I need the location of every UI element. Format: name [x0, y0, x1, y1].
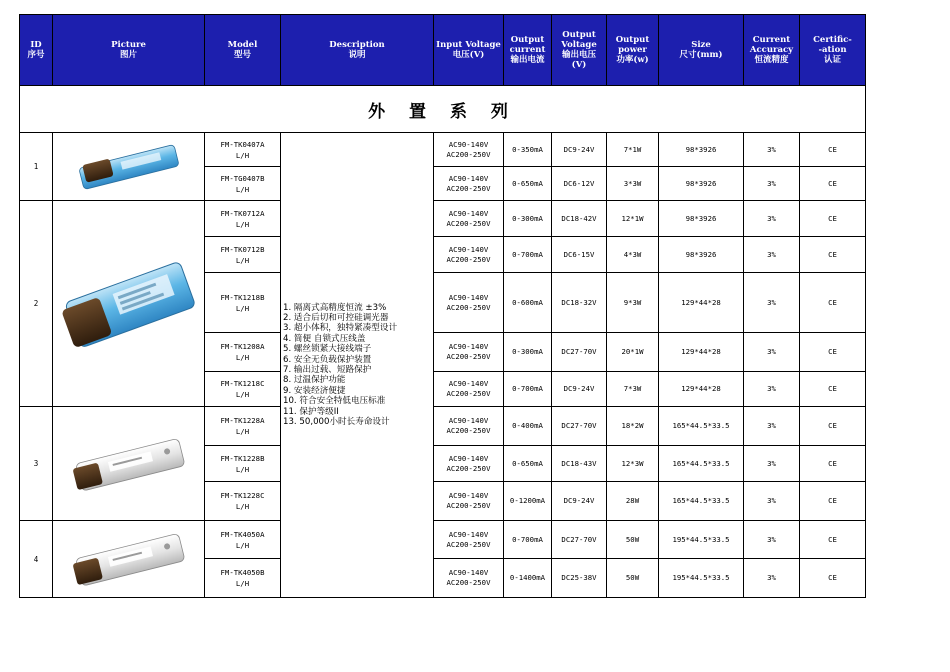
model-cell: FM-TK0712B L/H [205, 237, 281, 273]
input-voltage-cell: AC90-140V AC200-250V [434, 133, 504, 167]
output-current-cell: 0-400mA [504, 407, 552, 446]
certification-cell: CE [800, 237, 866, 273]
description-line: 6. 安全无负载保护装置 [283, 354, 372, 365]
size-cell: 165*44.5*33.5 [659, 407, 744, 446]
table-row [20, 133, 866, 167]
header-size: Size 尺寸(mm) [659, 15, 744, 86]
accuracy-cell: 3% [744, 167, 800, 201]
header-description: Description 说明 [281, 15, 434, 86]
accuracy-cell: 3% [744, 237, 800, 273]
output-current-cell: 0-650mA [504, 446, 552, 482]
output-current-cell: 0-700mA [504, 521, 552, 559]
accuracy-cell: 3% [744, 333, 800, 372]
input-voltage-cell: AC90-140V AC200-250V [434, 167, 504, 201]
size-cell: 165*44.5*33.5 [659, 482, 744, 521]
description-line: 5. 螺丝锁紧大接线端子 [283, 344, 372, 355]
output-power-cell: 50W [607, 521, 659, 559]
header-output-current: Output current 输出电流 [504, 15, 552, 86]
input-voltage-cell: AC90-140V AC200-250V [434, 333, 504, 372]
output-current-cell: 0-300mA [504, 333, 552, 372]
product-image [53, 521, 205, 598]
output-voltage-cell: DC25-38V [552, 559, 607, 598]
output-voltage-cell: DC9-24V [552, 133, 607, 167]
output-power-cell: 7*1W [607, 133, 659, 167]
output-current-cell: 0-350mA [504, 133, 552, 167]
accuracy-cell: 3% [744, 133, 800, 167]
model-cell: FM-TK1228B L/H [205, 446, 281, 482]
output-voltage-cell: DC18-32V [552, 273, 607, 333]
header-output-power: Output power 功率(w) [607, 15, 659, 86]
header-row [20, 15, 866, 86]
output-voltage-cell: DC27-70V [552, 521, 607, 559]
model-cell: FM-TK1228A L/H [205, 407, 281, 446]
output-voltage-cell: DC9-24V [552, 482, 607, 521]
certification-cell: CE [800, 201, 866, 237]
description-line: 4. 简便 自锁式压线盖 [283, 333, 366, 344]
size-cell: 98*3926 [659, 201, 744, 237]
size-cell: 129*44*28 [659, 333, 744, 372]
model-cell: FM-TK0407A L/H [205, 133, 281, 167]
description-line: 2. 适合后切和可控硅调光器 [283, 312, 389, 323]
certification-cell: CE [800, 446, 866, 482]
input-voltage-cell: AC90-140V AC200-250V [434, 482, 504, 521]
model-cell: FM-TK1218C L/H [205, 372, 281, 407]
output-voltage-cell: DC27-70V [552, 333, 607, 372]
output-voltage-cell: DC18-43V [552, 446, 607, 482]
output-current-cell: 0-1400mA [504, 559, 552, 598]
size-cell: 129*44*28 [659, 273, 744, 333]
description-line: 1. 隔离式高精度恒流 ±3% [283, 302, 387, 313]
size-cell: 98*3926 [659, 167, 744, 201]
output-current-cell: 0-300mA [504, 201, 552, 237]
header-accuracy: Current Accuracy 恒流精度 [744, 15, 800, 86]
output-power-cell: 9*3W [607, 273, 659, 333]
input-voltage-cell: AC90-140V AC200-250V [434, 407, 504, 446]
certification-cell: CE [800, 482, 866, 521]
size-cell: 195*44.5*33.5 [659, 559, 744, 598]
header-picture: Picture 图片 [53, 15, 205, 86]
group-id: 2 [20, 201, 53, 407]
model-cell: FM-TK4050A L/H [205, 521, 281, 559]
accuracy-cell: 3% [744, 201, 800, 237]
input-voltage-cell: AC90-140V AC200-250V [434, 273, 504, 333]
output-current-cell: 0-600mA [504, 273, 552, 333]
certification-cell: CE [800, 273, 866, 333]
section-title: 外 置 系 列 [20, 86, 866, 133]
certification-cell: CE [800, 407, 866, 446]
size-cell: 165*44.5*33.5 [659, 446, 744, 482]
size-cell: 98*3926 [659, 237, 744, 273]
output-voltage-cell: DC27-70V [552, 407, 607, 446]
accuracy-cell: 3% [744, 559, 800, 598]
header-certification: Certific- -ation 认证 [800, 15, 866, 86]
table-row [20, 201, 866, 237]
header-model: Model 型号 [205, 15, 281, 86]
output-power-cell: 4*3W [607, 237, 659, 273]
output-voltage-cell: DC6-12V [552, 167, 607, 201]
size-cell: 195*44.5*33.5 [659, 521, 744, 559]
certification-cell: CE [800, 167, 866, 201]
certification-cell: CE [800, 333, 866, 372]
output-power-cell: 18*2W [607, 407, 659, 446]
group-id: 1 [20, 133, 53, 201]
header-input-voltage: Input Voltage 电压(V) [434, 15, 504, 86]
certification-cell: CE [800, 521, 866, 559]
output-power-cell: 3*3W [607, 167, 659, 201]
description-line: 13. 50,000小时长寿命设计 [283, 417, 390, 428]
product-spec-table [19, 14, 866, 598]
product-image [53, 133, 205, 201]
output-power-cell: 20*1W [607, 333, 659, 372]
output-power-cell: 12*3W [607, 446, 659, 482]
output-current-cell: 0-1200mA [504, 482, 552, 521]
description-line: 8. 过温保护功能 [283, 375, 346, 386]
output-voltage-cell: DC18-42V [552, 201, 607, 237]
model-cell: FM-TK0712A L/H [205, 201, 281, 237]
output-power-cell: 12*1W [607, 201, 659, 237]
product-image [53, 407, 205, 521]
description-line: 11. 保护等级II [283, 406, 339, 417]
header-id: ID 序号 [20, 15, 53, 86]
input-voltage-cell: AC90-140V AC200-250V [434, 237, 504, 273]
group-id: 4 [20, 521, 53, 598]
section-band [20, 86, 866, 133]
input-voltage-cell: AC90-140V AC200-250V [434, 446, 504, 482]
output-current-cell: 0-700mA [504, 237, 552, 273]
output-voltage-cell: DC9-24V [552, 372, 607, 407]
model-cell: FM-TK1218B L/H [205, 273, 281, 333]
table-row [20, 407, 866, 446]
model-cell: FM-TG0407B L/H [205, 167, 281, 201]
size-cell: 98*3926 [659, 133, 744, 167]
accuracy-cell: 3% [744, 446, 800, 482]
description-cell [281, 133, 434, 598]
description-line: 9. 安装经济便捷 [283, 385, 346, 396]
input-voltage-cell: AC90-140V AC200-250V [434, 521, 504, 559]
model-cell: FM-TK4050B L/H [205, 559, 281, 598]
model-cell: FM-TK1228C L/H [205, 482, 281, 521]
output-current-cell: 0-700mA [504, 372, 552, 407]
certification-cell: CE [800, 372, 866, 407]
accuracy-cell: 3% [744, 372, 800, 407]
output-power-cell: 7*3W [607, 372, 659, 407]
certification-cell: CE [800, 133, 866, 167]
product-image [53, 201, 205, 407]
output-power-cell: 28W [607, 482, 659, 521]
input-voltage-cell: AC90-140V AC200-250V [434, 559, 504, 598]
output-current-cell: 0-650mA [504, 167, 552, 201]
certification-cell: CE [800, 559, 866, 598]
description-line: 10. 符合安全特低电压标准 [283, 396, 386, 407]
description-line: 7. 输出过载、短路保护 [283, 365, 372, 375]
group-id: 3 [20, 407, 53, 521]
output-power-cell: 50W [607, 559, 659, 598]
accuracy-cell: 3% [744, 521, 800, 559]
header-output-voltage: Output Voltage 输出电压 (V) [552, 15, 607, 86]
table-row [20, 521, 866, 559]
output-voltage-cell: DC6-15V [552, 237, 607, 273]
input-voltage-cell: AC90-140V AC200-250V [434, 372, 504, 407]
description-line: 3. 超小体积，独特紧凑型设计 [283, 323, 398, 334]
input-voltage-cell: AC90-140V AC200-250V [434, 201, 504, 237]
accuracy-cell: 3% [744, 273, 800, 333]
accuracy-cell: 3% [744, 407, 800, 446]
accuracy-cell: 3% [744, 482, 800, 521]
size-cell: 129*44*28 [659, 372, 744, 407]
model-cell: FM-TK1208A L/H [205, 333, 281, 372]
